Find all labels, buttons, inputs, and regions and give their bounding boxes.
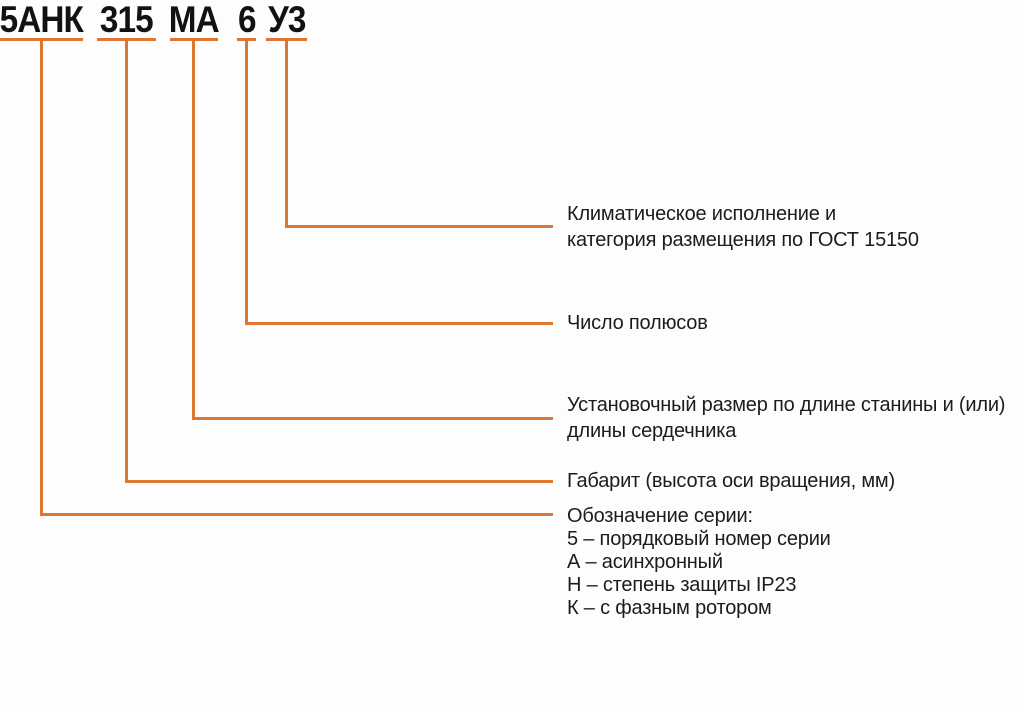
connector-vline-poles bbox=[245, 41, 248, 325]
callout-line: Климатическое исполнение и bbox=[567, 203, 836, 225]
code-segment-poles bbox=[237, 1, 256, 41]
code-segment-mounting-length-text: МА bbox=[169, 0, 220, 40]
callout-climatic-version bbox=[567, 201, 919, 253]
callout-line: длины сердечника bbox=[567, 420, 737, 442]
callout-number-of-poles bbox=[567, 310, 708, 336]
connector-vline-frame-size bbox=[125, 41, 128, 483]
callout-frame-size bbox=[567, 468, 895, 494]
connector-hline-series bbox=[40, 513, 553, 516]
connector-vline-mounting-length bbox=[192, 41, 195, 420]
callout-line: Н – степень защиты IP23 bbox=[567, 574, 797, 596]
code-segment-series bbox=[0, 1, 83, 41]
code-segment-frame-size-text: 315 bbox=[100, 0, 153, 40]
callout-line: Число полюсов bbox=[567, 312, 708, 334]
callout-line: Установочный размер по длине станины и (или) bbox=[567, 394, 1006, 416]
callout-line: А – асинхронный bbox=[567, 551, 723, 573]
callout-line: Обозначение серии: bbox=[567, 505, 753, 527]
callout-line: Габарит (высота оси вращения, мм) bbox=[567, 470, 895, 492]
connector-hline-frame-size bbox=[125, 480, 553, 483]
callout-line: категория размещения по ГОСТ 15150 bbox=[567, 229, 919, 251]
callout-line: 5 – порядковый номер серии bbox=[567, 528, 831, 550]
code-segment-climate-text: У3 bbox=[267, 0, 306, 40]
code-segment-poles-text: 6 bbox=[237, 0, 256, 40]
code-segment-mounting-length bbox=[170, 1, 218, 41]
connector-hline-climate bbox=[285, 225, 553, 228]
callout-mounting-length bbox=[567, 392, 1005, 444]
code-segment-climate bbox=[266, 1, 307, 41]
connector-hline-poles bbox=[245, 322, 553, 325]
code-segment-frame-size bbox=[97, 1, 156, 41]
connector-hline-mounting-length bbox=[192, 417, 553, 420]
code-segment-series-text: 5АНК bbox=[0, 0, 84, 40]
callout-line: К – с фазным ротором bbox=[567, 597, 772, 619]
connector-vline-series bbox=[40, 41, 43, 516]
callout-series-designation bbox=[567, 505, 831, 620]
connector-vline-climate bbox=[285, 41, 288, 228]
